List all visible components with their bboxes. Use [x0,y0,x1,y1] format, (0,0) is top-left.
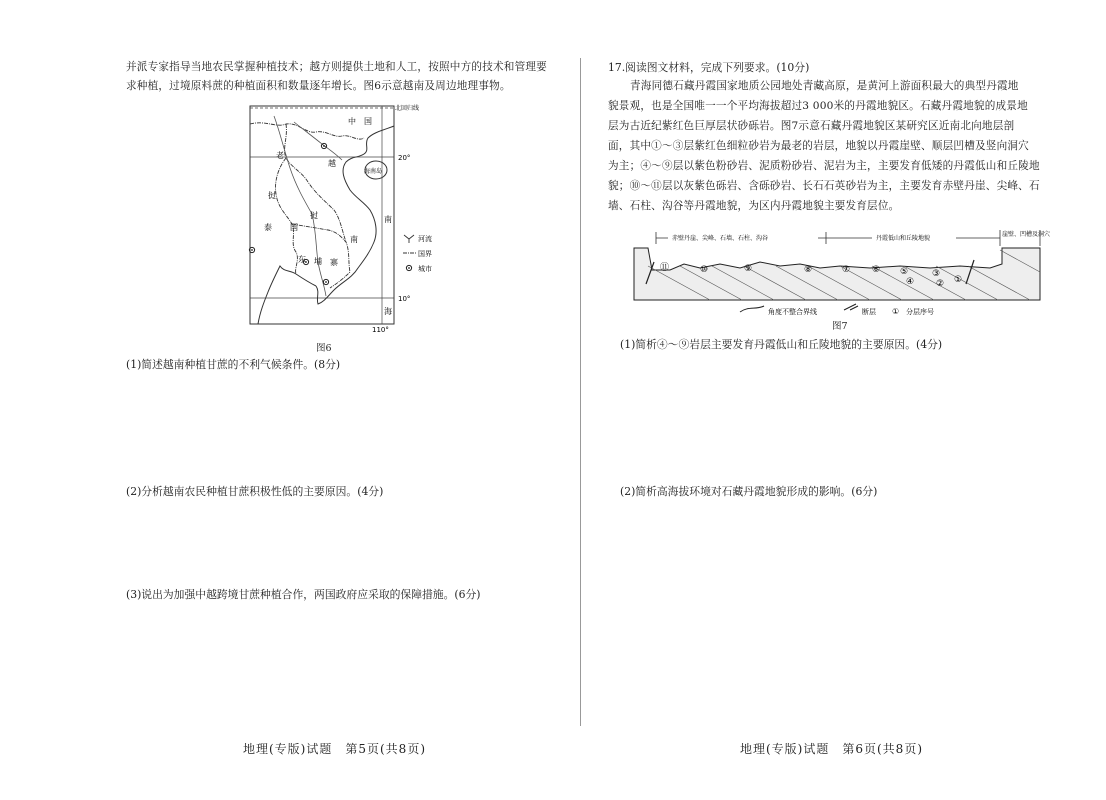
legend-layer-no: 分层序号 [906,308,934,316]
layer-number: ⑩ [700,265,709,275]
label-nan: 南 [350,235,358,244]
footer-right: 地理(专版)试题 第6页(共8页) [740,742,923,756]
question-17-title: 17.阅读图文材料，完成下列要求。(10分) [608,61,810,74]
label-lao: 老 [276,151,284,160]
label-sea-south: 南 [384,215,392,224]
river-legend-icon [404,235,414,243]
question-17-2: (2)简析高海拔环境对石藏丹霞地貌形成的影响。(6分) [620,485,878,498]
legend-city: 城市 [418,265,432,273]
vietnam-map [246,102,446,334]
city-marker [323,279,328,284]
city-marker [321,143,326,148]
question-1: (1)简述越南种植甘蔗的不利气候条件。(8分) [126,358,341,371]
intro-line: 求种植，过境原料蔗的种植面积和数量逐年增长。图6示意越南及周边地理事物。 [126,80,511,92]
page-divider [580,58,581,726]
lat20-label: 20° [398,154,411,162]
mekong-river [274,116,326,296]
intro-line: 并派专家指导当地农民掌握种植技术；越方则提供土地和人工，按照中方的技术和管理要 [126,61,547,73]
layer-number: ③ [932,269,941,279]
question-17-1: (1)简析④～⑨岩层主要发育丹霞低山和丘陵地貌的主要原因。(4分) [620,338,943,351]
section-caption: 图7 [832,321,848,332]
border-thailand [275,158,297,274]
footer-left: 地理(专版)试题 第5页(共8页) [243,742,426,756]
stratigraphic-section [630,226,1050,322]
material-line: 为主；④～⑨层以紫色粉砂岩、泥质粉砂岩、泥岩为主，主要发育低矮的丹霞低山和丘陵地 [608,160,1040,172]
material-line: 青海同德石藏丹霞国家地质公园地处青藏高原，是黄河上游面积最大的典型丹霞地 [630,80,1019,92]
material-line: 墙、石柱、沟谷等丹霞地貌，为区内丹霞地貌主要发育层位。 [608,200,900,212]
border-china [250,123,364,139]
layer-number: ① [954,275,963,285]
red-river [294,122,342,160]
tropic-label: 北回归线 [395,105,420,112]
label-wo-2: 挝 [310,211,318,220]
label-sea: 海 [384,307,392,316]
lon110-label: 110° [372,326,389,334]
label-hainan: 海南岛 [364,168,383,175]
lat10-label: 10° [398,295,411,303]
layer-number: ⑦ [842,265,851,275]
material-line: 面，其中①～③层紫红色细粒砂岩为最老的岩层，地貌以丹霞崖壁、顺层凹槽及竖向洞穴 [608,140,1029,152]
map-caption: 图6 [316,343,332,354]
layer-number: ④ [906,277,915,287]
layer-number: ⑤ [900,267,909,277]
layer-number: ⑧ [804,265,813,275]
question-2: (2)分析越南农民种植甘蔗积极性低的主要原因。(4分) [126,485,384,498]
material-line: 层为古近纪紫红色巨厚层状砂砾岩。图7示意石藏丹霞地貌区某研究区近南北向地层剖 [608,120,1015,132]
layer-number: ⑨ [744,264,753,274]
gulf-of-thailand-coast [258,266,316,324]
label-zhai: 寨 [330,258,338,267]
intro-paragraph [126,56,571,98]
zone1-label: 赤壁丹崖、尖峰、石墙、石柱、沟谷 [672,235,769,242]
layer-number: ② [936,279,945,289]
map-legend [403,234,432,273]
label-yue: 越 [328,159,336,168]
material-line: 貌；⑩～⑪层以灰紫色砾岩、含砾砂岩、长石石英砂岩为主，主要发育赤壁丹崖、尖峰、石 [608,180,1040,192]
legend-border: 国界 [418,250,432,258]
label-guo: 国 [290,223,298,232]
fault-icon [844,304,858,310]
section-legend [740,304,934,316]
legend-unconformity: 角度不整合界线 [768,308,817,316]
layer-number: ⑥ [872,265,881,275]
label-tai: 泰 [264,223,272,232]
layer-number: ⑪ [660,263,670,273]
zone3-label: 崖壁、凹槽及洞穴 [1002,231,1050,238]
legend-layer-symbol: ① [892,307,900,316]
label-wo-1: 挝 [268,191,276,200]
unconformity-icon [740,306,764,312]
zone2-label: 丹霞低山和丘陵地貌 [876,235,931,242]
label-east: 东 [298,255,306,264]
question-3: (3)说出为加强中越跨境甘蔗种植合作，两国政府应采取的保障措施。(6分) [126,588,481,601]
legend-fault: 断层 [862,308,876,316]
label-pu: 埔 [314,257,322,266]
material-line: 貌景观，也是全国唯一一个平均海拔超过3 000米的丹霞地貌区。石藏丹霞地貌的成景地 [608,100,1028,112]
material-paragraph [608,76,1078,216]
legend-river: 河流 [418,235,432,243]
right-page [584,0,1106,800]
label-china: 中 国 [348,117,372,126]
